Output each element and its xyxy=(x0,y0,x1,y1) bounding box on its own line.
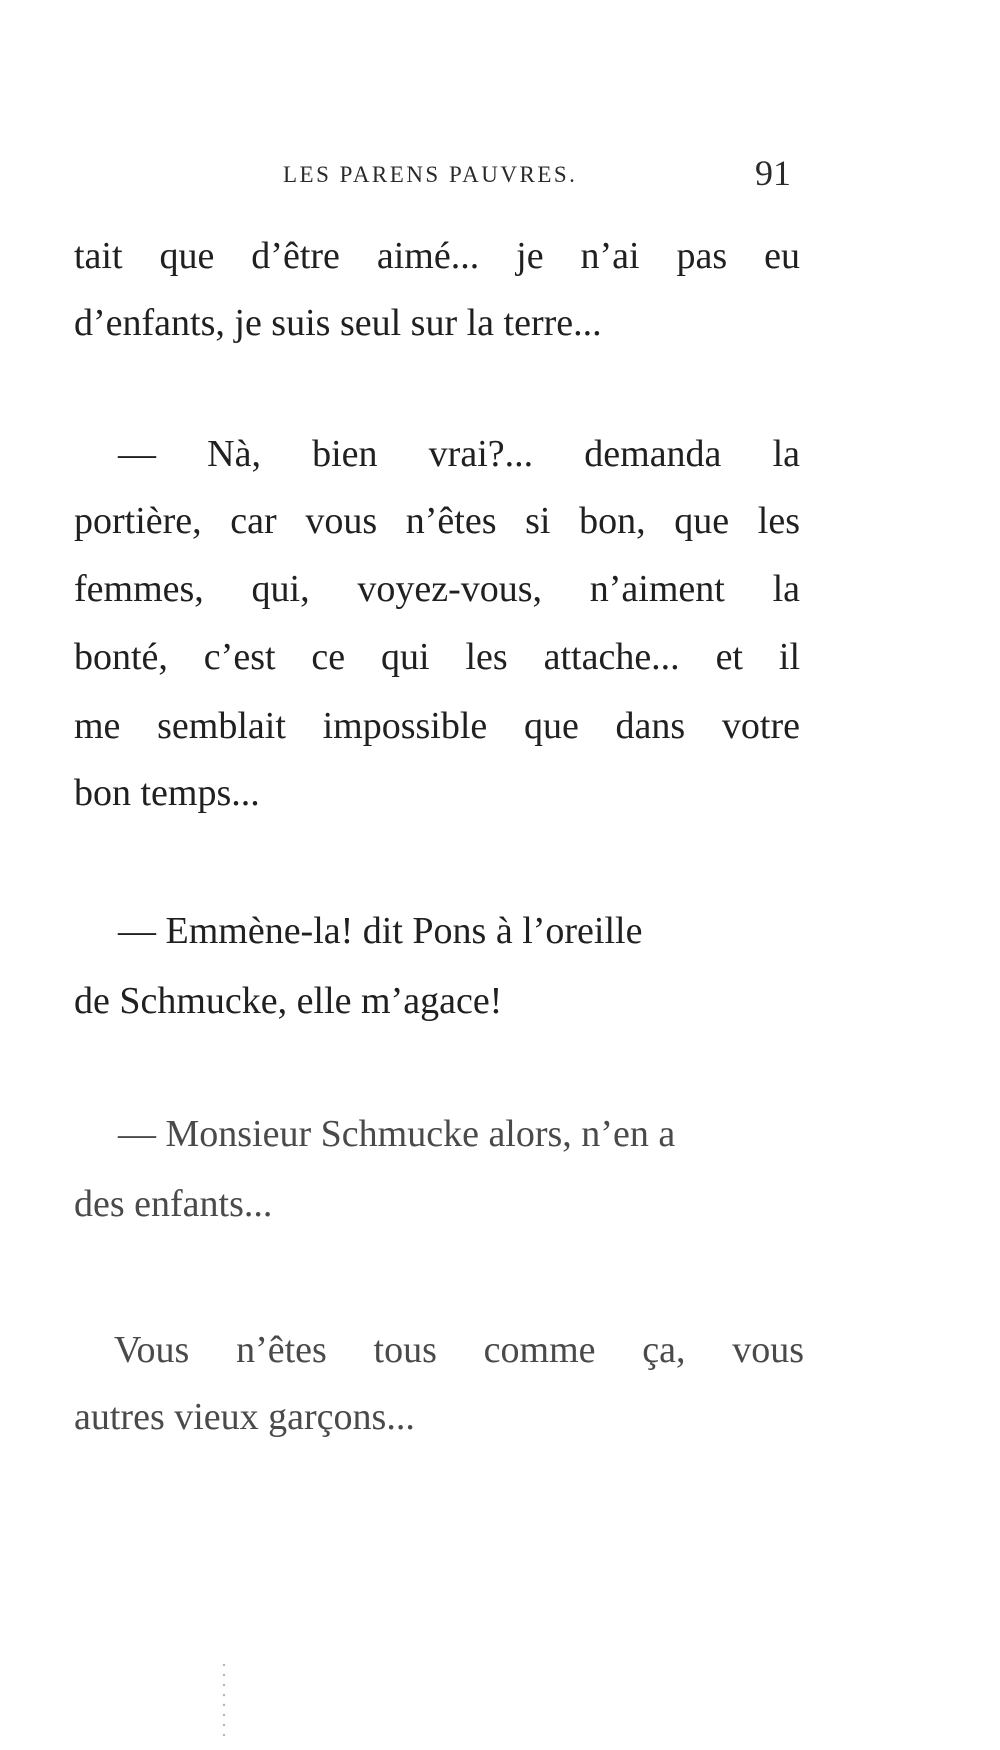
text-line-2: d’enfants, je suis seul sur la terre... xyxy=(74,302,602,344)
running-title: LES PARENS PAUVRES. xyxy=(283,162,578,187)
page-number: 91 xyxy=(755,153,791,193)
text-line-8: bon temps... xyxy=(74,772,260,814)
scan-artifact-dots xyxy=(222,1660,226,1740)
text-line-10: de Schmucke, elle m’agace! xyxy=(74,980,503,1022)
text-line-5: femmes, qui, voyez-vous, n’aiment la xyxy=(74,568,800,610)
text-line-12: des enfants... xyxy=(74,1183,273,1225)
text-line-7: me semblait impossible que dans votre xyxy=(74,705,800,747)
text-line-6: bonté, c’est ce qui les attache... et il xyxy=(74,636,800,678)
text-line-13: Vous n’êtes tous comme ça, vous xyxy=(114,1329,804,1371)
text-line-1: tait que d’être aimé... je n’ai pas eu xyxy=(74,235,800,277)
text-line-11: — Monsieur Schmucke alors, n’en a xyxy=(118,1113,676,1155)
text-line-3: — Nà, bien vrai?... demanda la xyxy=(118,433,800,475)
text-line-9: — Emmène-la! dit Pons à l’oreille xyxy=(118,910,643,952)
text-line-14: autres vieux garçons... xyxy=(74,1396,415,1438)
text-line-4: portière, car vous n’êtes si bon, que les xyxy=(74,500,800,542)
